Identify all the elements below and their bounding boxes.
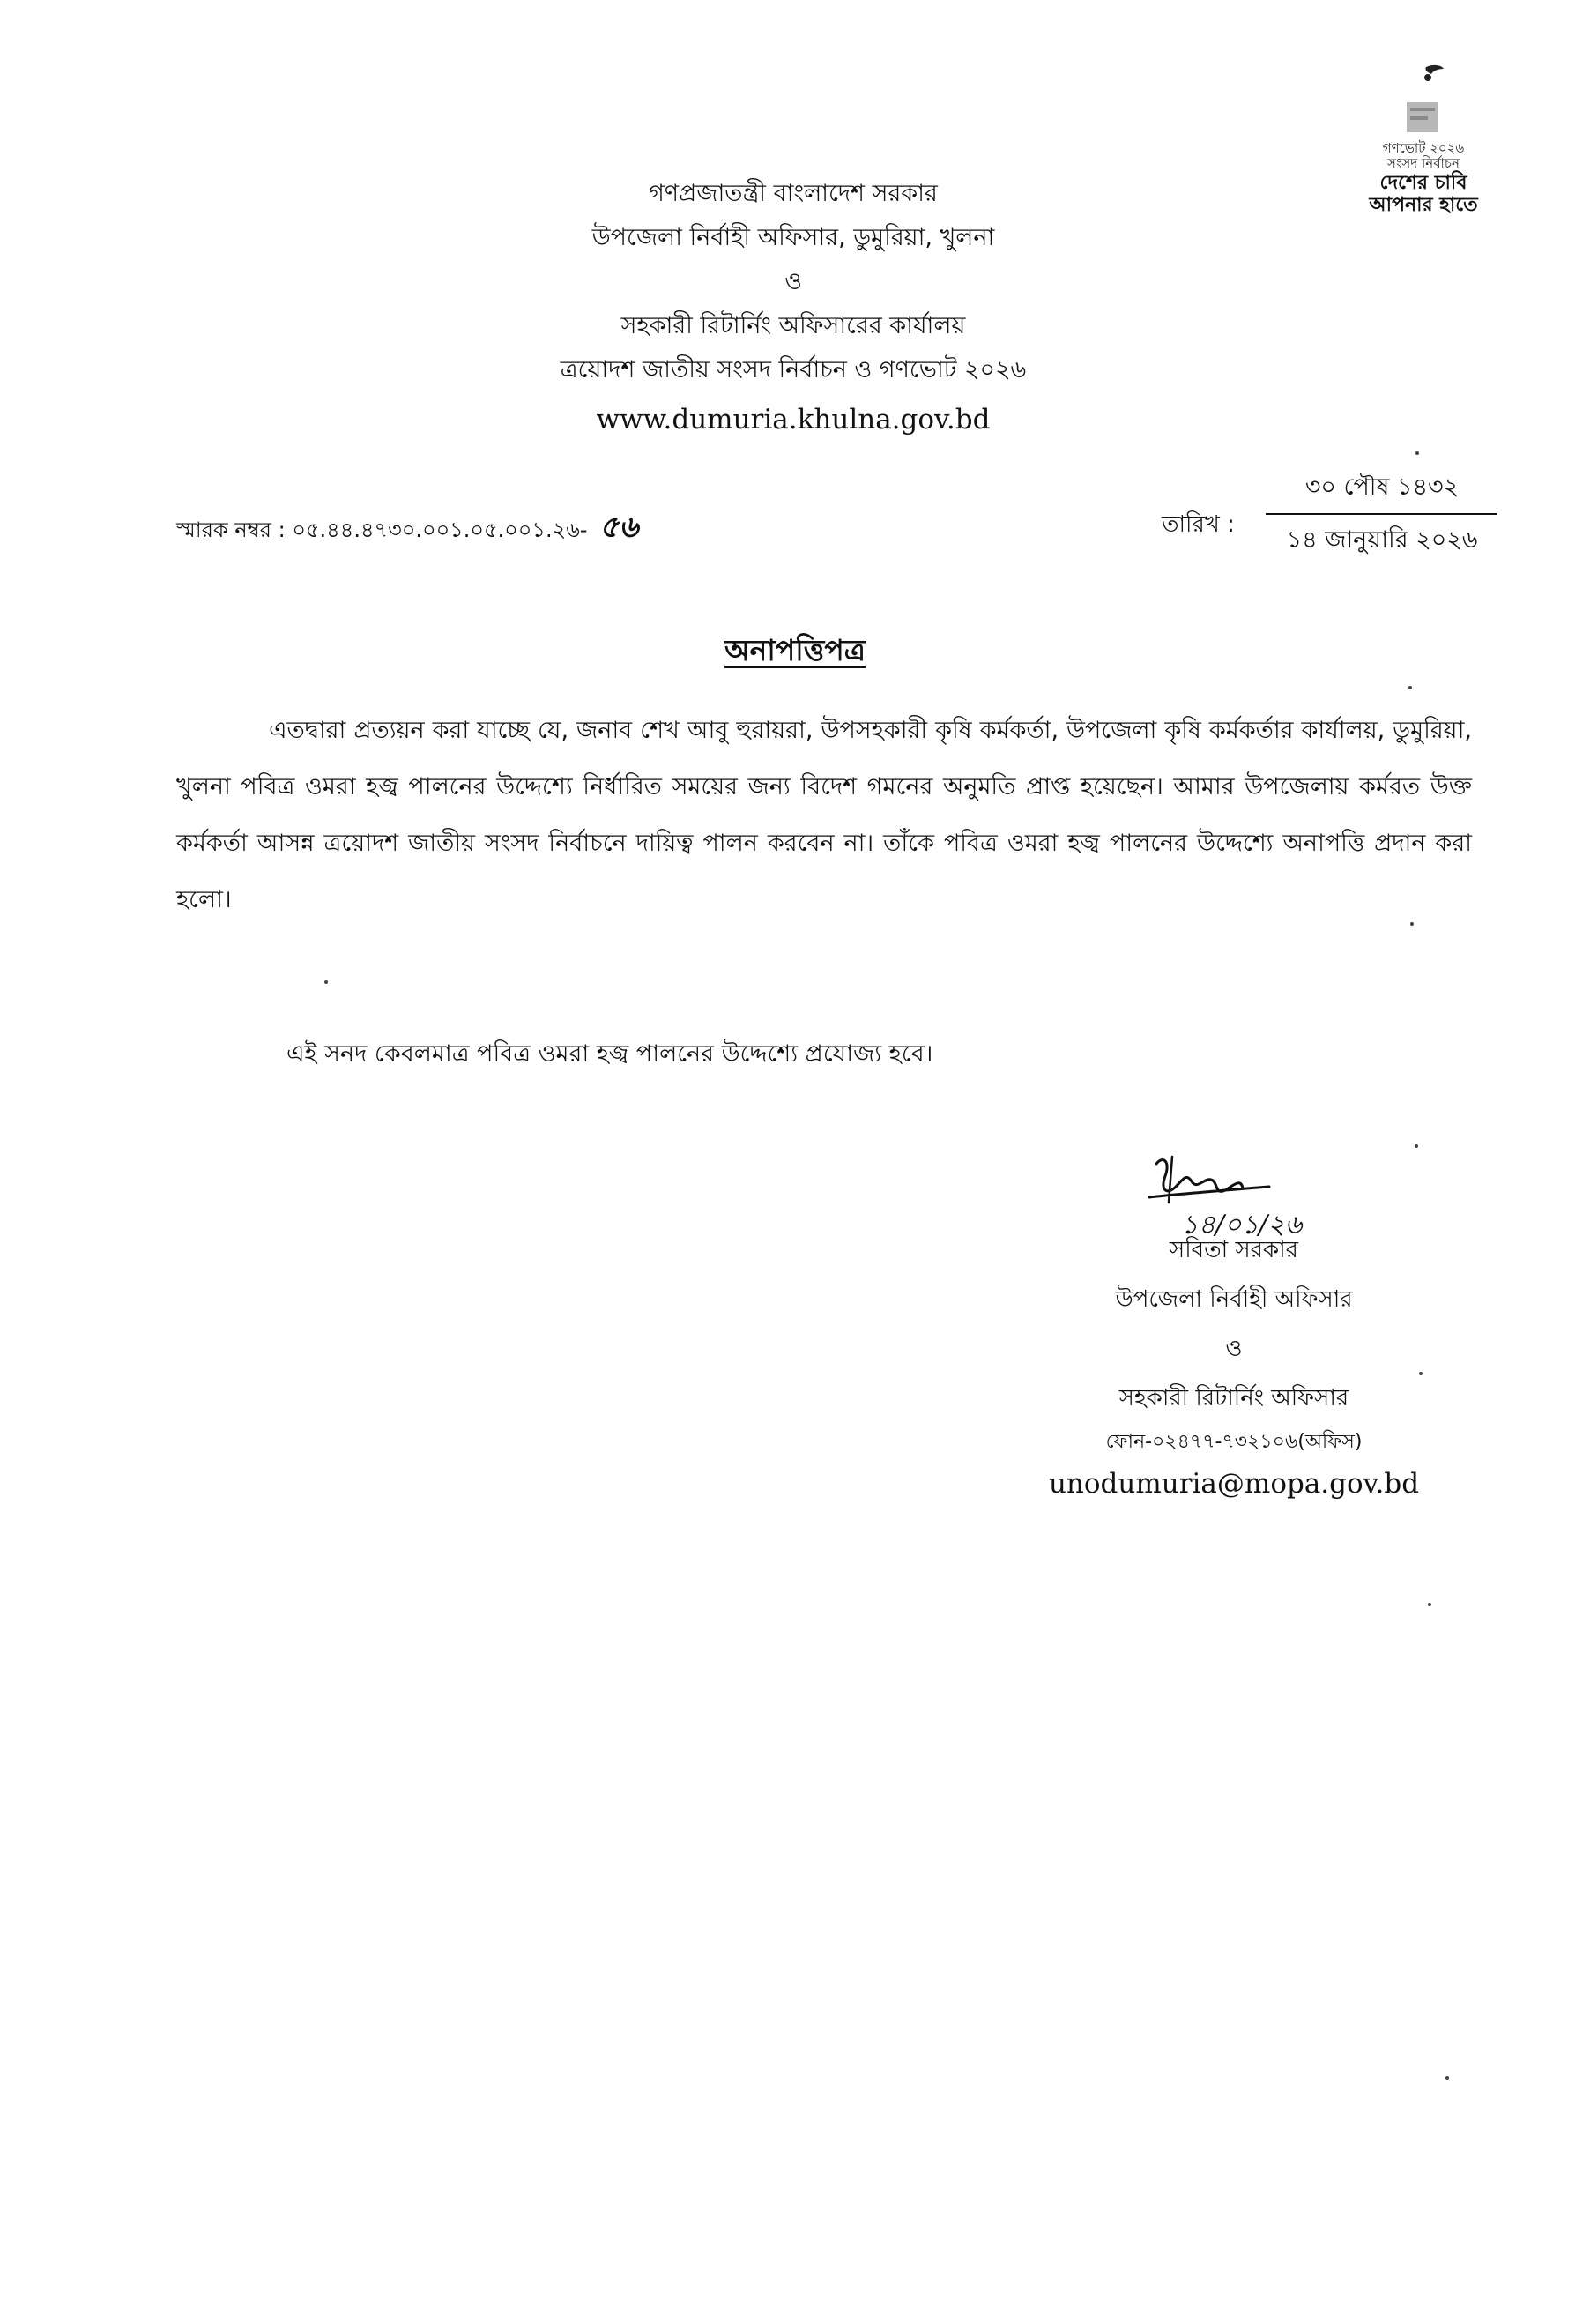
date-label: তারিখ : [1162, 511, 1235, 538]
memo-handwritten-number: ৫৬ [599, 510, 639, 545]
date-block [1162, 469, 1497, 557]
date-bangla: ৩০ পৌষ ১৪৩২ [1304, 473, 1460, 501]
signatory-phone: ফোন-০২৪৭৭-৭৩২১০৬(অফিস) [1105, 1431, 1363, 1453]
document-title-text: অনাপত্তিপত্র [724, 633, 866, 667]
logo-line-4: আপনার হাতে [1369, 193, 1478, 216]
scan-speck [1419, 1372, 1423, 1375]
header-website[interactable]: www.dumuria.khulna.gov.bd [596, 404, 991, 436]
validity-note: এই সনদ কেবলমাত্র পবিত্র ওমরা হজ্ব পালনের উদ্দেশ্যে প্রযোজ্য হবে। [286, 1040, 933, 1068]
scan-speck [1408, 686, 1412, 689]
header-election: ত্রয়োদশ জাতীয় সংসদ নির্বাচন ও গণভোট ২০২৬ [560, 356, 1027, 384]
header-government: গণপ্রজাতন্ত্রী বাংলাদেশ সরকার [649, 180, 938, 207]
signatory-email[interactable]: unodumuria@mopa.gov.bd [1048, 1468, 1420, 1500]
signatory-and: ও [1225, 1336, 1243, 1362]
memo-label: স্মারক নম্বর : [176, 518, 286, 542]
signatory-designation-1: উপজেলা নির্বাহী অফিসার [1115, 1286, 1353, 1313]
body-paragraph: এতদ্বারা প্রত্যয়ন করা যাচ্ছে যে, জনাব শেখ আবু হুরায়রা, উপসহকারী কৃষি কর্মকর্তা, উপজেলা কৃষি কর্মকর্তার কার্যালয়, ডুমুরিয়া, খুলনা পবিত্র ওমরা হজ্ব পালনের উদ্দেশ্যে নির্ধারিত সময়ের জন্য বিদেশ গমনের অনুমতি প্রাপ্ত হয়েছেন। আমার উপজেলায় কর্মরত উক্ত কর্মকর্তা আসন্ন ত্রয়োদশ জাতীয় সংসদ নির্বাচনে দায়িত্ব পালন করবেন না। তাঁকে পবিত্র ওমরা হজ্ব পালনের উদ্দেশ্যে অনাপত্তি প্রদান করা হলো। [176, 717, 1472, 913]
header-office: উপজেলা নির্বাহী অফিসার, ডুমুরিয়া, খুলনা [591, 224, 995, 251]
scan-speck [1445, 2076, 1449, 2080]
signatory-name: সবিতা সরকার [1170, 1237, 1298, 1263]
scan-speck [1415, 1144, 1418, 1148]
header-and: ও [784, 268, 802, 295]
scan-speck [1428, 1603, 1431, 1606]
election-logo [1349, 62, 1498, 251]
memo-value: ০৫.৪৪.৪৭৩০.০০১.০৫.০০১.২৬- [292, 518, 588, 542]
memo-number [176, 504, 638, 555]
scan-speck [324, 980, 328, 984]
date-divider [1266, 513, 1497, 515]
letterhead [494, 172, 1093, 443]
date-gregorian: ১৪ জানুয়ারি ২০২৬ [1286, 526, 1478, 554]
scan-speck [1410, 922, 1414, 926]
document-title [0, 628, 1590, 677]
logo-line-2: সংসদ নির্বাচন [1387, 155, 1460, 172]
scan-speck [1415, 451, 1419, 455]
signature-date: ১৪/০১/২৬ [1181, 1210, 1303, 1240]
signatory-designation-2: সহকারী রিটার্নিং অফিসার [1118, 1385, 1349, 1412]
ballot-key-icon [1393, 62, 1454, 141]
header-returning-office: সহকারী রিটার্নিং অফিসারের কার্যালয় [620, 312, 966, 339]
logo-line-3: দেশের চাবি [1379, 171, 1467, 194]
logo-line-1: গণভোট ২০২৬ [1382, 140, 1465, 156]
signature-block [961, 1225, 1507, 1506]
